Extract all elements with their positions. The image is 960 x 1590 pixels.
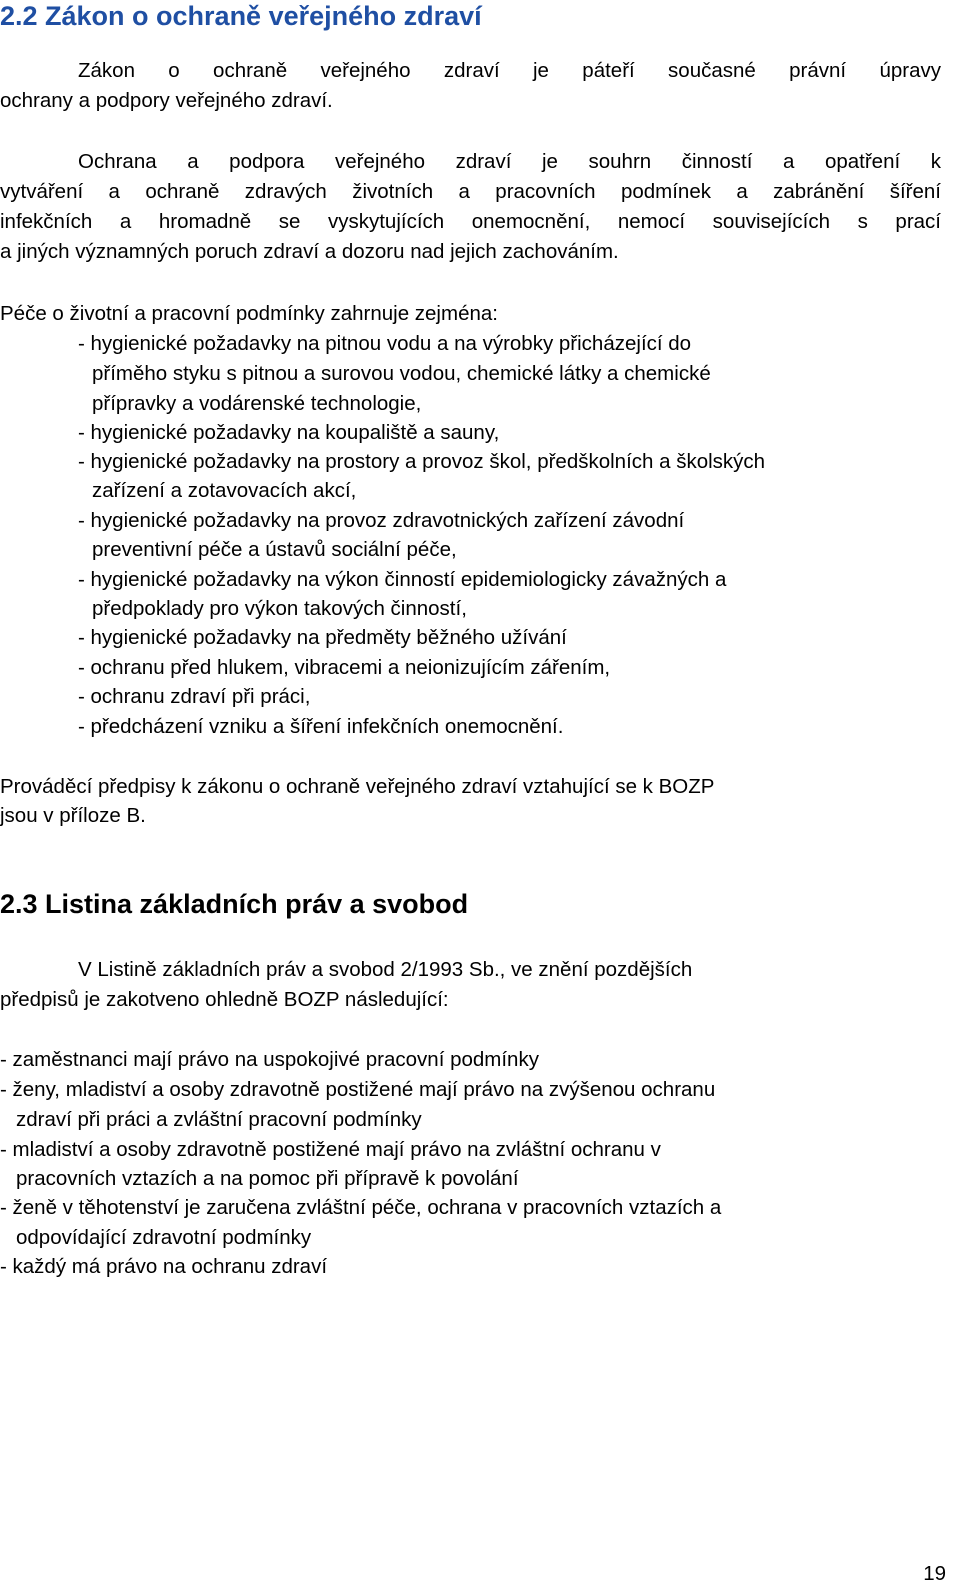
list-item: pracovních vztazích a na pomoc při přípravě k povolání xyxy=(16,1167,519,1190)
list-item: - hygienické požadavky na výkon činností epidemiologicky závažných a xyxy=(78,568,727,591)
paragraph-line: Péče o životní a pracovní podmínky zahrnuje zejména: xyxy=(0,302,498,325)
section-heading: 2.2 Zákon o ochraně veřejného zdraví xyxy=(0,1,482,31)
paragraph-line: Zákon o ochraně veřejného zdraví je páteří současné právní úpravy xyxy=(78,59,941,82)
list-item: preventivní péče a ústavů sociální péče, xyxy=(92,538,457,561)
page-number: 19 xyxy=(923,1562,946,1585)
list-item: - každý má právo na ochranu zdraví xyxy=(0,1255,328,1278)
list-item: - hygienické požadavky na provoz zdravotnických zařízení závodní xyxy=(78,509,685,532)
paragraph-line: Prováděcí předpisy k zákonu o ochraně veřejného zdraví vztahující se k BOZP xyxy=(0,775,715,798)
paragraph-line: V Listině základních práv a svobod 2/1993 Sb., ve znění pozdějších xyxy=(78,958,693,981)
list-item: - hygienické požadavky na pitnou vodu a na výrobky přicházející do xyxy=(78,332,692,355)
list-item: - předcházení vzniku a šíření infekčních onemocnění. xyxy=(78,715,564,738)
list-item: přípravky a vodárenské technologie, xyxy=(92,392,422,415)
list-item: - mladiství a osoby zdravotně postižené mají právo na zvláštní ochranu v xyxy=(0,1138,661,1161)
list-item: - ochranu před hlukem, vibracemi a neionizujícím zářením, xyxy=(78,656,611,679)
list-item: - ženě v těhotenství je zaručena zvláštní péče, ochrana v pracovních vztazích a xyxy=(0,1196,722,1219)
list-item: zdraví při práci a zvláštní pracovní podmínky xyxy=(16,1108,422,1131)
list-item: zařízení a zotavovacích akcí, xyxy=(92,479,357,502)
list-item: - zaměstnanci mají právo na uspokojivé pracovní podmínky xyxy=(0,1048,539,1071)
list-item: - ženy, mladiství a osoby zdravotně postižené mají právo na zvýšenou ochranu xyxy=(0,1078,716,1101)
paragraph-line: a jiných významných poruch zdraví a dozoru nad jejich zachováním. xyxy=(0,240,619,263)
paragraph-line: jsou v příloze B. xyxy=(0,804,146,827)
paragraph-line: vytváření a ochraně zdravých životních a pracovních podmínek a zabránění šíření xyxy=(0,180,941,203)
paragraph-line: ochrany a podpory veřejného zdraví. xyxy=(0,89,333,112)
list-item: - hygienické požadavky na koupaliště a sauny, xyxy=(78,421,500,444)
section-heading: 2.3 Listina základních práv a svobod xyxy=(0,889,469,919)
list-item: - ochranu zdraví při práci, xyxy=(78,685,311,708)
paragraph-line: Ochrana a podpora veřejného zdraví je souhrn činností a opatření k xyxy=(78,150,941,173)
list-item: odpovídající zdravotní podmínky xyxy=(16,1226,312,1249)
paragraph-line: infekčních a hromadně se vyskytujících onemocnění, nemocí souvisejících s prací xyxy=(0,210,941,233)
list-item: - hygienické požadavky na prostory a provoz škol, předškolních a školských xyxy=(78,450,766,473)
list-item: - hygienické požadavky na předměty běžného užívání xyxy=(78,626,567,649)
list-item: předpoklady pro výkon takových činností, xyxy=(92,597,467,620)
paragraph-line: předpisů je zakotveno ohledně BOZP následující: xyxy=(0,988,449,1011)
list-item: příměho styku s pitnou a surovou vodou, chemické látky a chemické xyxy=(92,362,711,385)
